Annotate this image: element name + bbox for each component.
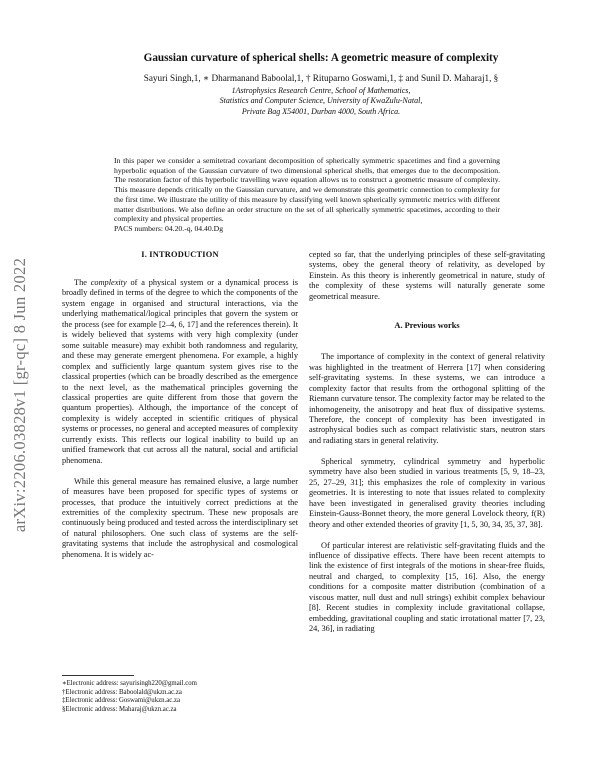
body-paragraph-continued: cepted so far, that the underlying principles of these self-gravitating systems, obey the general theory of relativity, as developed by Einstein. As this theory is inherently geometrical in nature, study of the complexity of these systems will naturally generate some geometrical measure. bbox=[309, 250, 545, 301]
arxiv-sidebar-stamp bbox=[10, 215, 30, 575]
footnote-rule bbox=[62, 675, 134, 676]
body-paragraph: While this general measure has remained elusive, a large number of measures have been proposed for specific types of systems or processes, that produce the intuitively correct predictions at the extremities of the complexity spectrum. These new proposals are continuously being produced and tested across the interdisciplinary set of natural philosophers. One such class of systems are the self-gravitating systems that include the astrophysical and cosmological phenomena. It is widely ac- bbox=[62, 476, 298, 559]
pacs-numbers: PACS numbers: 04.20.-q, 04.40.Dg bbox=[114, 224, 224, 233]
right-column bbox=[309, 250, 545, 635]
affiliation-line: 1Astrophysics Research Centre, School of Mathematics, bbox=[231, 86, 411, 95]
left-column bbox=[62, 250, 298, 560]
author-list: Sayuri Singh,1, ∗ Dharmanand Baboolal,1, † Rituparno Goswami,1, ‡ and Sunil D. Maharaj1, § bbox=[143, 73, 499, 83]
footnote: ‡Electronic address: Goswami@ukzn.ac.za bbox=[62, 697, 180, 705]
body-paragraph bbox=[62, 278, 298, 466]
section-heading: I. INTRODUCTION bbox=[141, 250, 219, 259]
text-run: The bbox=[74, 278, 91, 287]
emphasis-text: complexity bbox=[90, 278, 127, 287]
subsection-heading: A. Previous works bbox=[394, 321, 460, 331]
footnote: †Electronic address: Baboolald@ukzn.ac.za bbox=[62, 688, 182, 696]
paper-title: Gaussian curvature of spherical shells: A geometric measure of complexity bbox=[143, 52, 499, 64]
affiliation-line: Statistics and Computer Science, University of KwaZulu-Natal, bbox=[219, 96, 423, 106]
body-paragraph: The importance of complexity in the context of general relativity was highlighted in the treatment of Herrera [17] when considering self-gravitating systems. In these systems, we can introduce a complexity factor that results from the orthogonal splitting of the Riemann curvature tensor. The complexity factor may be related to the inhomogeneity, the anisotropy and heat flux of dissipative systems. Therefore, the concept of complexity has been investigated in astrophysical bodies such as compact relativistic stars, neutron stars and radiating stars in general relativity. bbox=[309, 352, 545, 445]
footnote: §Electronic address: Maharaj@ukzn.ac.za bbox=[62, 705, 177, 713]
body-paragraph: Of particular interest are relativistic self-gravitating fluids and the influence of dissipative effects. There have been recent attempts to link the existence of first integrals of the motions in shear-free fluids, neutral and charged, to complexity [15, 16]. Also, the energy conditions for a composite matter distribution (combination of a viscous matter, null dust and null strings) exhibit complex behaviour [8]. Recent studies in complexity include gravitational collapse, embedding, gravitational coupling and static irrotational matter [7, 23, 24, 36], in radiating bbox=[309, 540, 545, 634]
footnote: ∗Electronic address: sayurisingh220@gmail.com bbox=[62, 680, 197, 687]
affiliation bbox=[80, 86, 562, 117]
arxiv-identifier: arXiv:2206.03828v1 [gr-qc] 8 Jun 2022 bbox=[10, 257, 29, 533]
affiliation-line: Private Bag X54001, Durban 4000, South Africa. bbox=[241, 106, 401, 116]
abstract: In this paper we consider a semitetrad covariant decomposition of spherically symmetric spacetimes and find a governing hyperbolic equation of the Gaussian curvature of two dimensional spherical shells, that emerges due to the decomposition. The restoration factor of this hyperbolic travelling wave equation allows us to construct a geometric measure of complexity. This measure depends critically on the Gaussian curvature, and we demonstrate this geometric connection to complexity for the first time. We illustrate the utility of this measure by classifying well known spherically symmetric metrics with different matter distributions. We also define an order structure on the set of all spherically symmetric spacetimes, according to their complexity and physical properties. bbox=[114, 156, 500, 224]
text-run: of a physical system or a dynamical process is broadly defined in terms of the degree to which the components of the system engage in organised and structural interactions, via the underlying mathematical/logical principles that govern the system or the process (see for example [2–4, 6, 17] and the references therein). It is widely believed that systems with very high complexity (under some suitable measure) may exhibit both randomness and regularity, and these may generate emergent phenomena. For example, a highly complex and sufficiently large quantum system gives rise to the classical properties (which can be broadly described as the emergence to the next level, as the mathematical principles governing the classical properties are quite different from those that govern the quantum properties). Although, the importance of the concept of complexity is widely accepted in scientific critiques of physical systems or processes, no general and accepted measures of complexity currently exists. This reflects our logical inability to build up an unified framework that cut across all the natural, social and artificial phenomena. bbox=[62, 278, 298, 465]
footnotes bbox=[62, 675, 298, 714]
body-paragraph: Spherical symmetry, cylindrical symmetry and hyperbolic symmetry have also been studied in various treatments [5, 9, 18–23, 25, 27–29, 31]; this emphasizes the role of complexity in various geometries. It is interesting to note that issues related to complexity have been investigated in generalised gravity theories including Einstein-Gauss-Bonnet theory, the more general Lovelock theory, f(R) theory and other extended theories of gravity [1, 5, 30, 34, 35, 37, 38]. bbox=[309, 456, 545, 529]
